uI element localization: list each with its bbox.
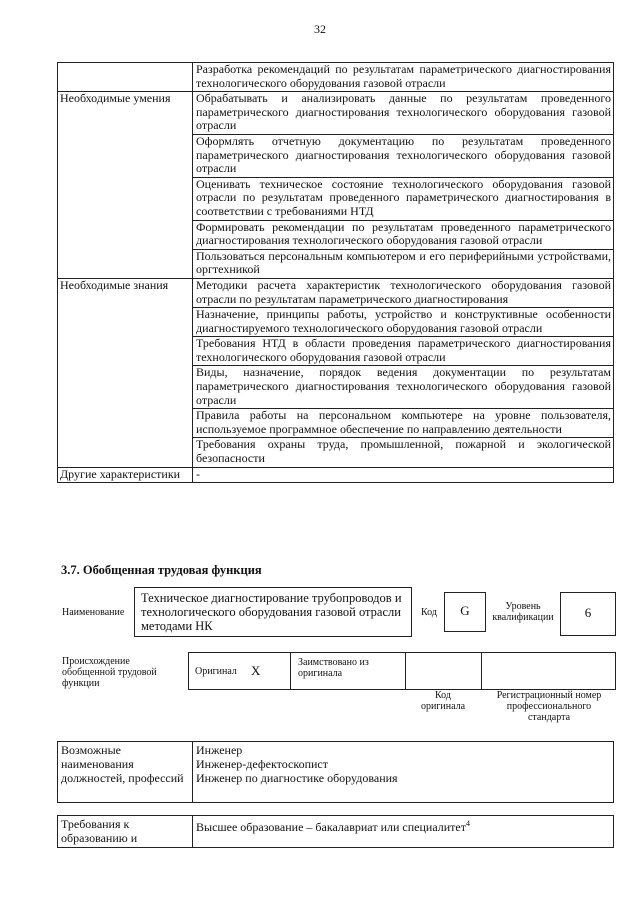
labor-actions-table <box>57 62 614 483</box>
level-box <box>560 592 616 636</box>
table-row <box>58 134 614 177</box>
origin-code-box <box>405 652 482 690</box>
table-row <box>58 278 614 307</box>
row-label <box>58 409 193 438</box>
name-value: Техническое диагностирование трубопроводов и технологического оборудования газовой отрасли методами НК <box>141 591 402 633</box>
level-label: Уровень квалификации <box>492 601 554 623</box>
positions-table <box>57 741 614 803</box>
table-row <box>58 63 614 92</box>
section-title: 3.7. Обобщенная трудовая функция <box>61 563 262 577</box>
name-label: Наименование <box>62 607 125 618</box>
row-value: Методики расчета характеристик технологического оборудования газовой отрасли по результатам параметрического диагностирования <box>193 278 614 307</box>
row-label <box>58 249 193 278</box>
row-label: Необходимые умения <box>58 92 193 135</box>
origin-reg-box <box>481 652 616 690</box>
origin-label: Происхождение обобщенной трудовой функции <box>62 656 157 689</box>
row-value: Оформлять отчетную документацию по результатам проведенного параметрического диагностирования технологического оборудования газовой отрасли <box>193 134 614 177</box>
name-box <box>134 587 412 637</box>
row-value: Обрабатывать и анализировать данные по результатам проведенного параметрического диагностирования технологического оборудования газовой отрасли <box>193 92 614 135</box>
row-value: Требования НТД в области проведения параметрического диагностирования технологического оборудования газовой отрасли <box>193 337 614 366</box>
code-caption: Код оригинала <box>420 690 466 712</box>
education-cell <box>193 816 614 848</box>
row-value: Требования охраны труда, промышленной, пожарной и экологической безопасности <box>193 438 614 467</box>
table-row <box>58 308 614 337</box>
position-item: Инженер-дефектоскопист <box>196 757 328 771</box>
row-label <box>58 438 193 467</box>
row-value: Разработка рекомендаций по результатам параметрического диагностирования технологического оборудования газовой отрасли <box>193 63 614 92</box>
borrowed-label: Заимствовано из оригинала <box>298 657 369 679</box>
row-value: Назначение, принципы работы, устройство и конструктивные особенности диагностируемого технологического оборудования газовой отрасли <box>193 308 614 337</box>
table-row <box>58 177 614 220</box>
row-label: Другие характеристики <box>58 467 193 483</box>
education-value: Высшее образование – бакалавриат или специалитет <box>196 820 466 834</box>
position-item: Инженер по диагностике оборудования <box>196 771 398 785</box>
row-label <box>58 366 193 409</box>
row-value: Правила работы на персональном компьютере на уровне пользователя, используемое программное обеспечение по направлению деятельности <box>193 409 614 438</box>
education-label: Требования к образованию и <box>58 816 193 848</box>
level-value: 6 <box>584 605 592 620</box>
table-row <box>58 220 614 249</box>
row-label <box>58 220 193 249</box>
positions-list <box>193 742 614 803</box>
origin-original-box <box>188 652 291 690</box>
table-row <box>58 92 614 135</box>
row-value: Виды, назначение, порядок ведения документации по результатам параметрического диагностирования технологического оборудования газовой отрасли <box>193 366 614 409</box>
table-row <box>58 337 614 366</box>
education-table <box>57 815 614 848</box>
code-label: Код <box>421 607 437 618</box>
row-label <box>58 134 193 177</box>
table-row <box>58 249 614 278</box>
page-number: 32 <box>314 22 326 36</box>
table-row <box>58 409 614 438</box>
code-box <box>444 592 486 632</box>
row-value: - <box>193 467 614 483</box>
original-mark: X <box>251 663 261 678</box>
row-label <box>58 308 193 337</box>
table-row <box>58 467 614 483</box>
row-value: Формировать рекомендации по результатам проведенного параметрического диагностирования технологического оборудования газовой отрасли <box>193 220 614 249</box>
row-label <box>58 337 193 366</box>
table-row <box>58 366 614 409</box>
position-item: Инженер <box>196 743 243 757</box>
original-label: Оригинал <box>195 666 237 677</box>
row-label <box>58 177 193 220</box>
code-value: G <box>460 603 470 618</box>
row-label <box>58 63 193 92</box>
reg-caption: Регистрационный номер профессионального стандарта <box>496 690 602 723</box>
row-value: Оценивать техническое состояние технологического оборудования газовой отрасли по результатам проведенного параметрического диагностирования в соответствии с требованиями НТД <box>193 177 614 220</box>
row-label: Необходимые знания <box>58 278 193 307</box>
positions-label: Возможные наименования должностей, профессий <box>58 742 193 803</box>
origin-borrowed-box <box>290 652 406 690</box>
row-value: Пользоваться персональным компьютером и его периферийными устройствами, оргтехникой <box>193 249 614 278</box>
education-footnote: 4 <box>465 819 470 828</box>
table-row <box>58 438 614 467</box>
